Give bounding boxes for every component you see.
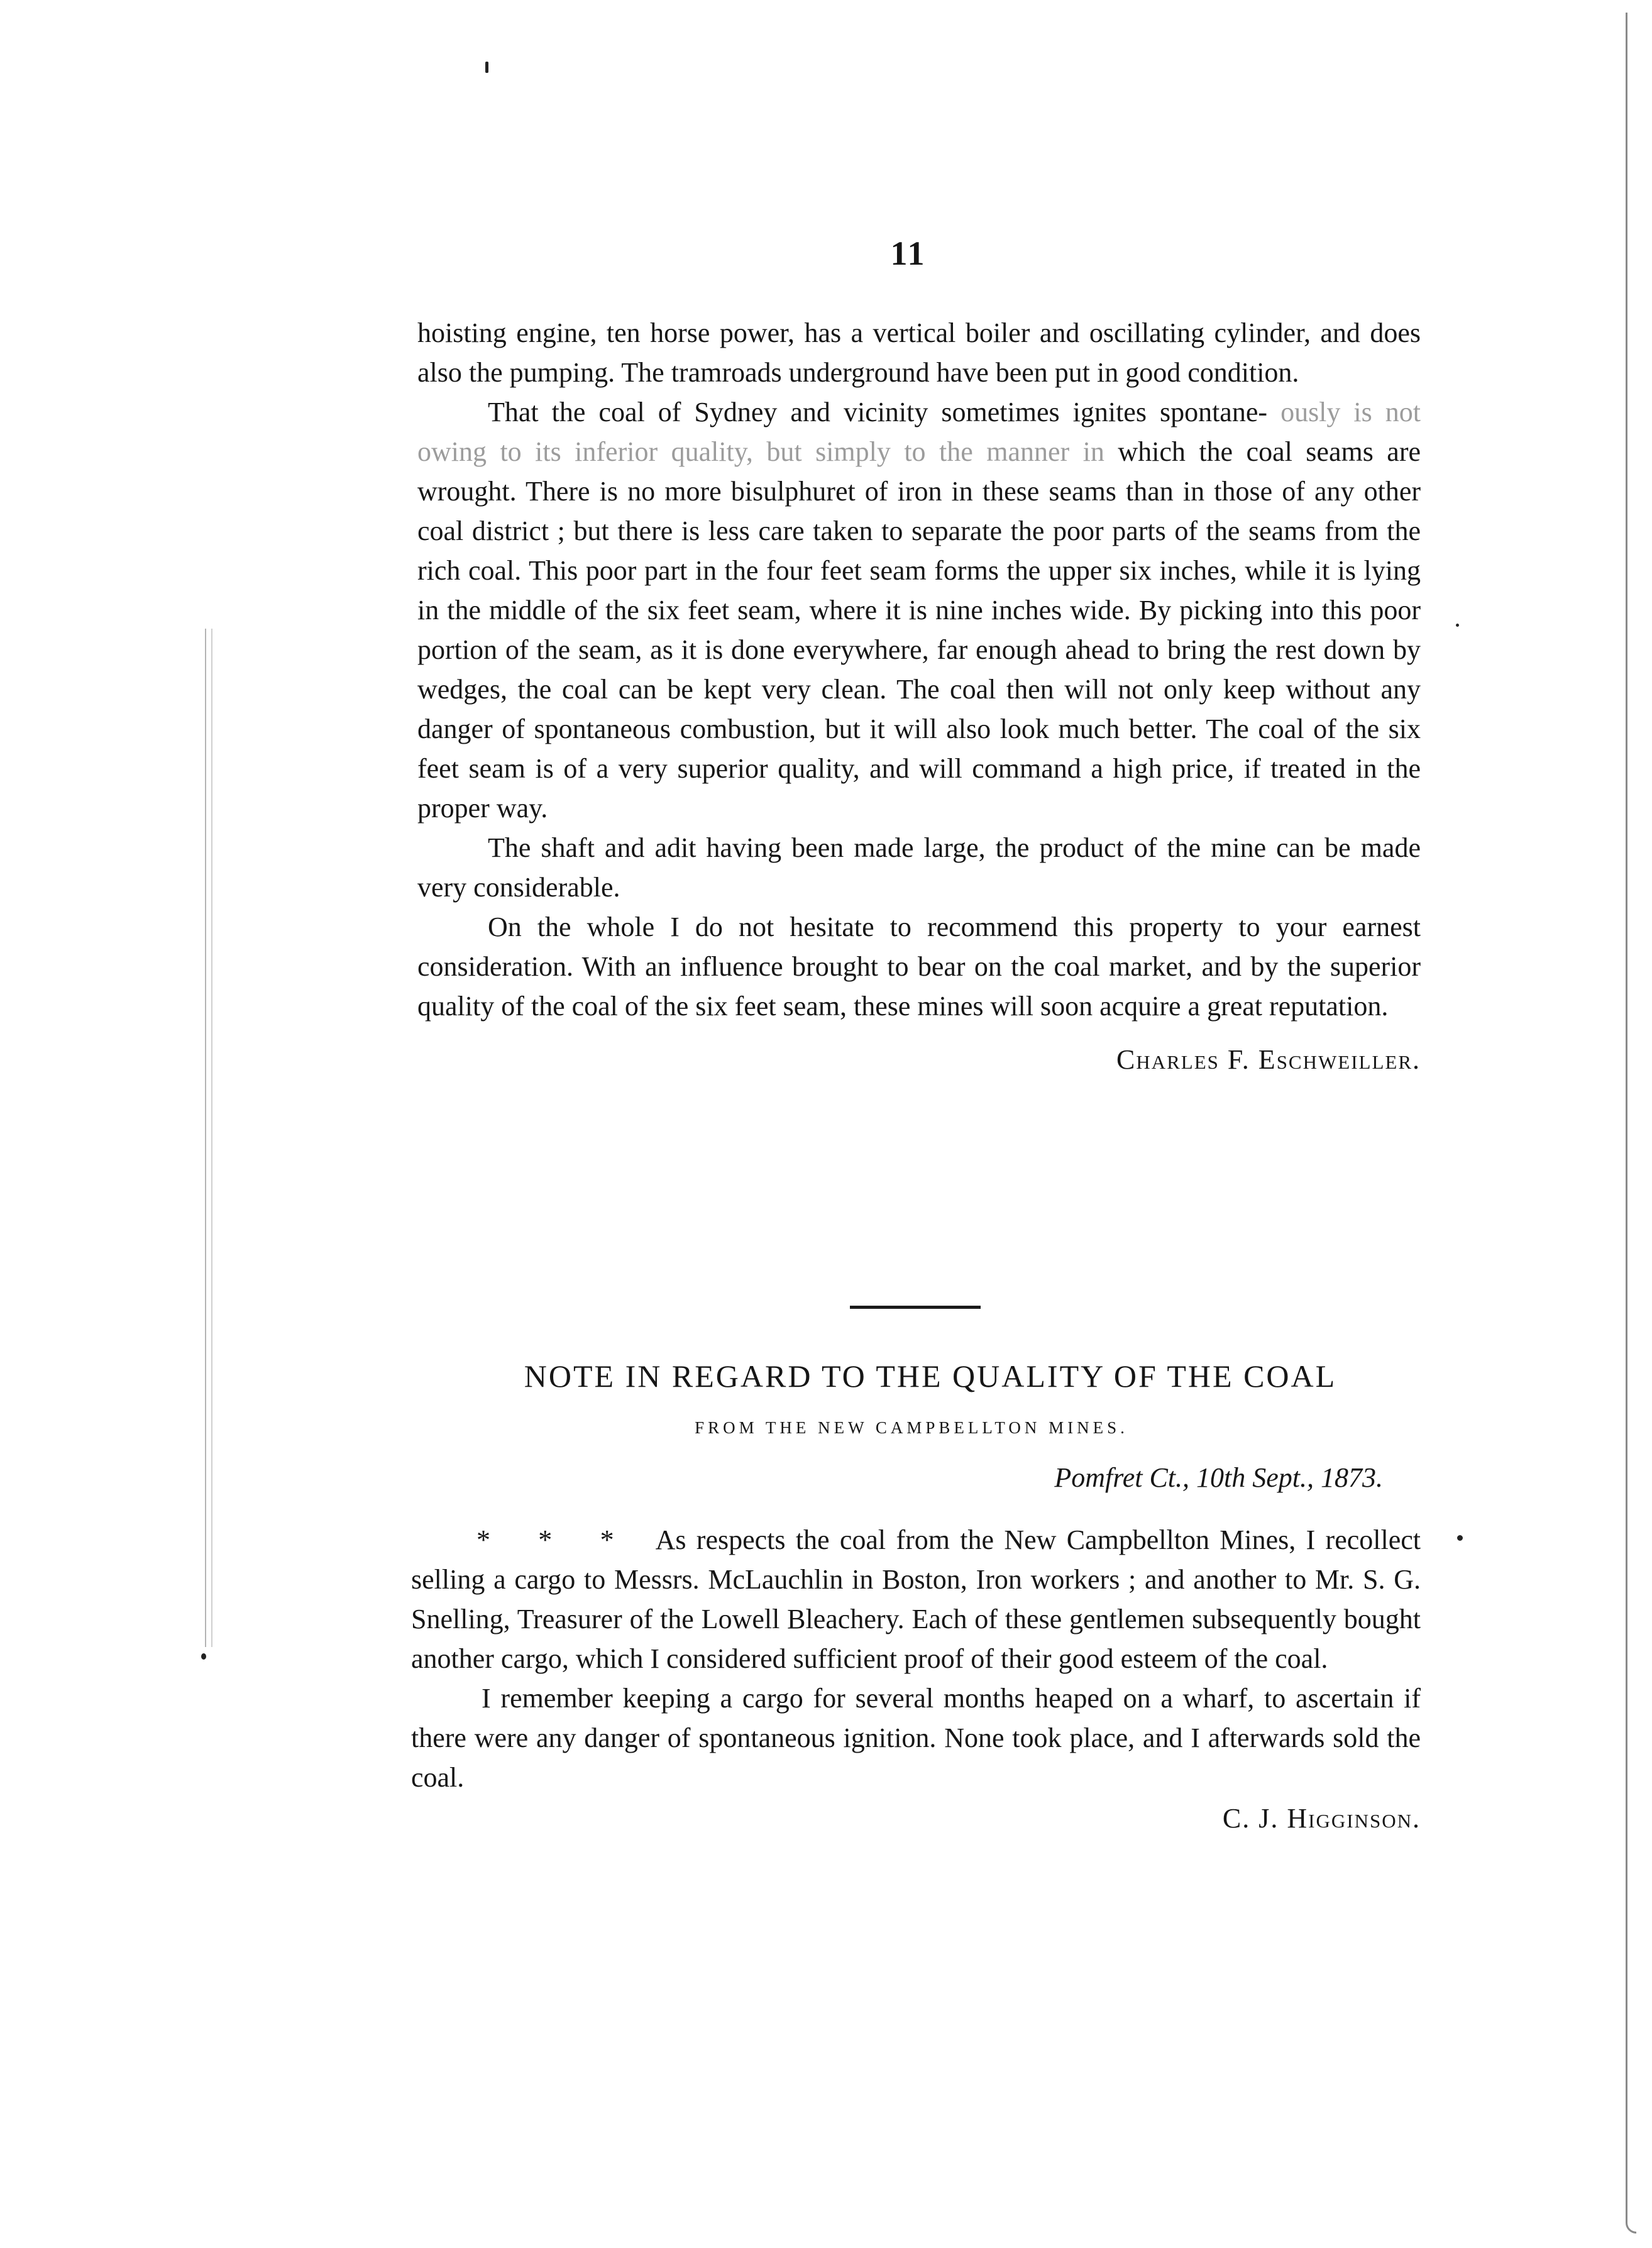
section-divider	[850, 1306, 981, 1309]
ellipsis-asterisks: * * *	[476, 1524, 633, 1555]
report-signature: Charles F. Eschweiller.	[1116, 1044, 1421, 1075]
note-dateline: Pomfret Ct., 10th Sept., 1873.	[1054, 1462, 1383, 1493]
note-signature: C. J. Higginson.	[1222, 1803, 1421, 1834]
ink-speck	[201, 1653, 206, 1660]
note-subtitle: FROM THE NEW CAMPBELLTON MINES.	[695, 1418, 1128, 1437]
ink-speck	[1457, 1535, 1463, 1541]
note-paragraph	[411, 1520, 1421, 1678]
ink-speck	[485, 62, 488, 73]
page-edge-right	[1626, 13, 1636, 2234]
report-paragraph: The shaft and adit having been made large, the product of the mine can be made very considerable.	[417, 832, 1421, 903]
page-number: 11	[890, 234, 927, 272]
report-paragraph-rest: which the coal seams are wrought. There is no more bisulphuret of iron in these seams than in those of any other coal district ; but there is less care taken to separate the poor parts of the seams from the rich coal. This poor part in the four feet seam forms the upper six inches, while it is lying in the middle of the six feet seam, where it is nine inches wide. By picking into this poor portion of the seam, as it is done everywhere, far enough ahead to bring the rest down by wedges, the coal can be kept very clean. The coal then will not only keep without any danger of spontaneous combustion, but it will also look much better. The coal of the six feet seam is of a very superior quality, and will command a high price, if treated in the proper way.	[417, 436, 1421, 824]
note-text	[411, 1520, 1421, 1834]
page-fold-left	[205, 629, 212, 1647]
ink-speck	[1456, 624, 1459, 627]
report-paragraph: hoisting engine, ten horse power, has a vertical boiler and oscillating cylinder, and does also the pumping. The tramroads underground have been put in good condition.	[417, 317, 1421, 388]
report-paragraph: On the whole I do not hesitate to recommend this property to your earnest consideration. With an influence brought to bear on the coal market, and by the superior quality of the coal of the six feet seam, these mines will soon acquire a great reputation.	[417, 912, 1421, 1022]
note-paragraph-text: As respects the coal from the New Campbellton Mines, I recollect selling a cargo to Messrs. McLauchlin in Boston, Iron workers ; and another to Mr. S. G. Snelling, Treasurer of the Lowell Bleachery. Each of these gentlemen subsequently bought another cargo, which I considered sufficient proof of their good esteem of the coal.	[411, 1524, 1421, 1674]
note-paragraph: I remember keeping a cargo for several months heaped on a wharf, to ascertain if there were any danger of spontaneous ignition. None took place, and I afterwards sold the coal.	[411, 1683, 1421, 1793]
faded-print-line: ously is not owing to its inferior quality, but simply to the manner in	[417, 397, 1421, 467]
report-paragraph-lead: That the coal of Sydney and vicinity sometimes ignites spontane-	[488, 397, 1268, 427]
report-text	[417, 313, 1421, 1076]
note-title: NOTE IN REGARD TO THE QUALITY OF THE COAL	[524, 1358, 1337, 1394]
report-paragraph	[417, 392, 1421, 828]
